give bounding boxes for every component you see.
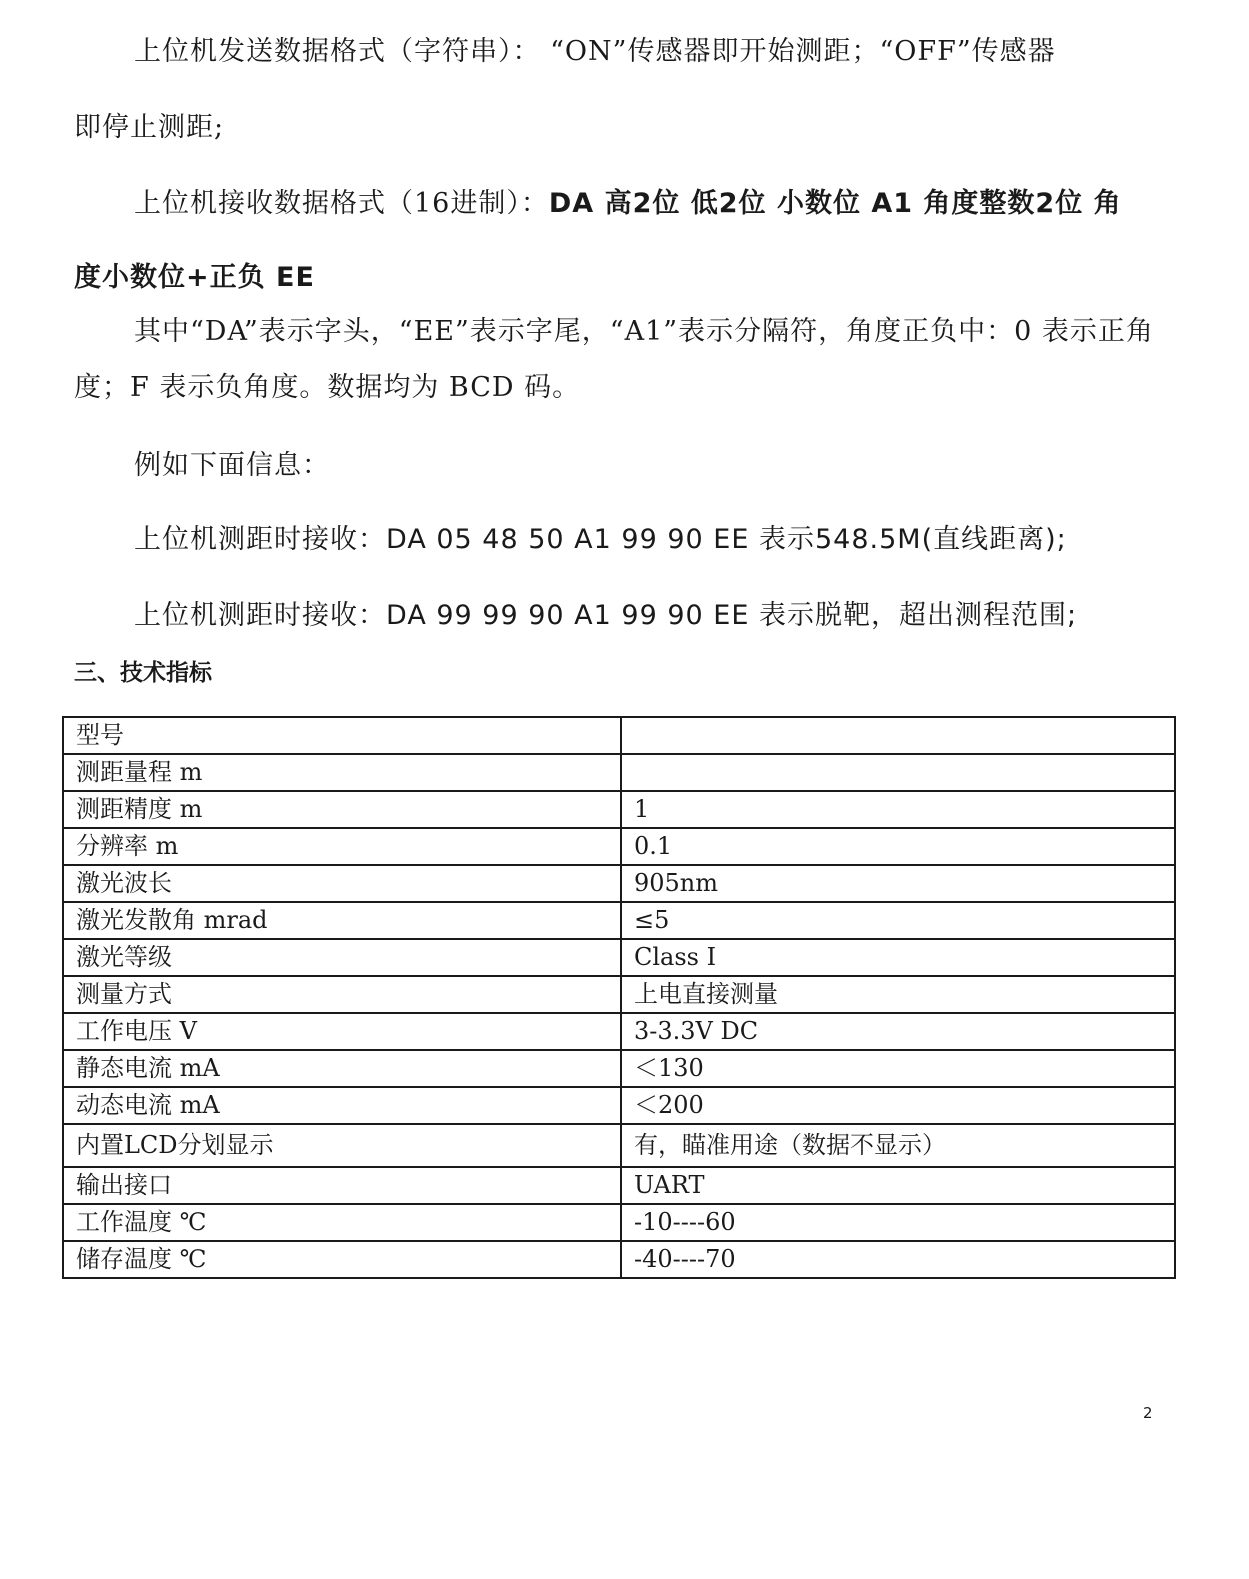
spec-label: 测距精度 m [63, 791, 621, 828]
table-row [63, 939, 1175, 976]
table-row [63, 1013, 1175, 1050]
spec-label: 输出接口 [63, 1167, 621, 1204]
recv-format-line1 [134, 186, 1122, 222]
spec-label: 静态电流 mA [63, 1050, 621, 1087]
send-format-line2: 即停止测距; [74, 112, 225, 143]
example-2: 上位机测距时接收：DA 99 99 90 A1 99 90 EE 表示脱靶，超出测程范围; [134, 600, 1078, 631]
spec-value: ＜130 [621, 1050, 1175, 1087]
spec-value: 有，瞄准用途（数据不显示） [621, 1124, 1175, 1167]
spec-value: 905nm [621, 865, 1175, 902]
explain-line2: 度；F 表示负角度。数据均为 BCD 码。 [74, 372, 581, 403]
spec-label: 型号 [63, 717, 621, 754]
explain-line1: 其中“DA”表示字头，“EE”表示字尾，“A1”表示分隔符，角度正负中：0 表示正角 [134, 316, 1154, 347]
spec-label: 工作电压 V [63, 1013, 621, 1050]
spec-value: -10----60 [621, 1204, 1175, 1241]
recv-format-bold-line1: DA 高2位 低2位 小数位 A1 角度整数2位 角 [548, 188, 1122, 219]
recv-format-label: 上位机接收数据格式（16进制）： [134, 188, 549, 219]
table-row [63, 865, 1175, 902]
table-row [63, 717, 1175, 754]
table-row [63, 1124, 1175, 1167]
spec-table [62, 716, 1176, 1279]
spec-value: Class I [621, 939, 1175, 976]
table-row [63, 828, 1175, 865]
spec-label: 激光波长 [63, 865, 621, 902]
spec-value: -40----70 [621, 1241, 1175, 1278]
table-row [63, 1167, 1175, 1204]
spec-value: 1 [621, 791, 1175, 828]
spec-label: 工作温度 ℃ [63, 1204, 621, 1241]
recv-format-bold-line2: 度小数位+正负 EE [74, 262, 315, 293]
spec-value: ＜200 [621, 1087, 1175, 1124]
page-number: 2 [1143, 1404, 1153, 1422]
spec-label: 内置LCD分划显示 [63, 1124, 621, 1167]
table-row [63, 1241, 1175, 1278]
table-row [63, 976, 1175, 1013]
spec-value: ≤5 [621, 902, 1175, 939]
spec-value [621, 717, 1175, 754]
spec-label: 激光等级 [63, 939, 621, 976]
table-row [63, 754, 1175, 791]
send-format-line1: 上位机发送数据格式（字符串）： “ON”传感器即开始测距；“OFF”传感器 [134, 36, 1056, 67]
spec-value: 3-3.3V DC [621, 1013, 1175, 1050]
spec-value: 上电直接测量 [621, 976, 1175, 1013]
table-row [63, 791, 1175, 828]
spec-value [621, 754, 1175, 791]
section-heading: 三、技术指标 [74, 660, 212, 686]
table-row [63, 1050, 1175, 1087]
spec-label: 测距量程 m [63, 754, 621, 791]
table-row [63, 1204, 1175, 1241]
spec-label: 分辨率 m [63, 828, 621, 865]
spec-value: 0.1 [621, 828, 1175, 865]
spec-label: 激光发散角 mrad [63, 902, 621, 939]
spec-label: 测量方式 [63, 976, 621, 1013]
spec-label: 动态电流 mA [63, 1087, 621, 1124]
example-intro: 例如下面信息： [134, 450, 330, 481]
spec-label: 储存温度 ℃ [63, 1241, 621, 1278]
spec-value: UART [621, 1167, 1175, 1204]
table-row [63, 1087, 1175, 1124]
example-1: 上位机测距时接收：DA 05 48 50 A1 99 90 EE 表示548.5M(直线距离); [134, 524, 1067, 555]
table-row [63, 902, 1175, 939]
